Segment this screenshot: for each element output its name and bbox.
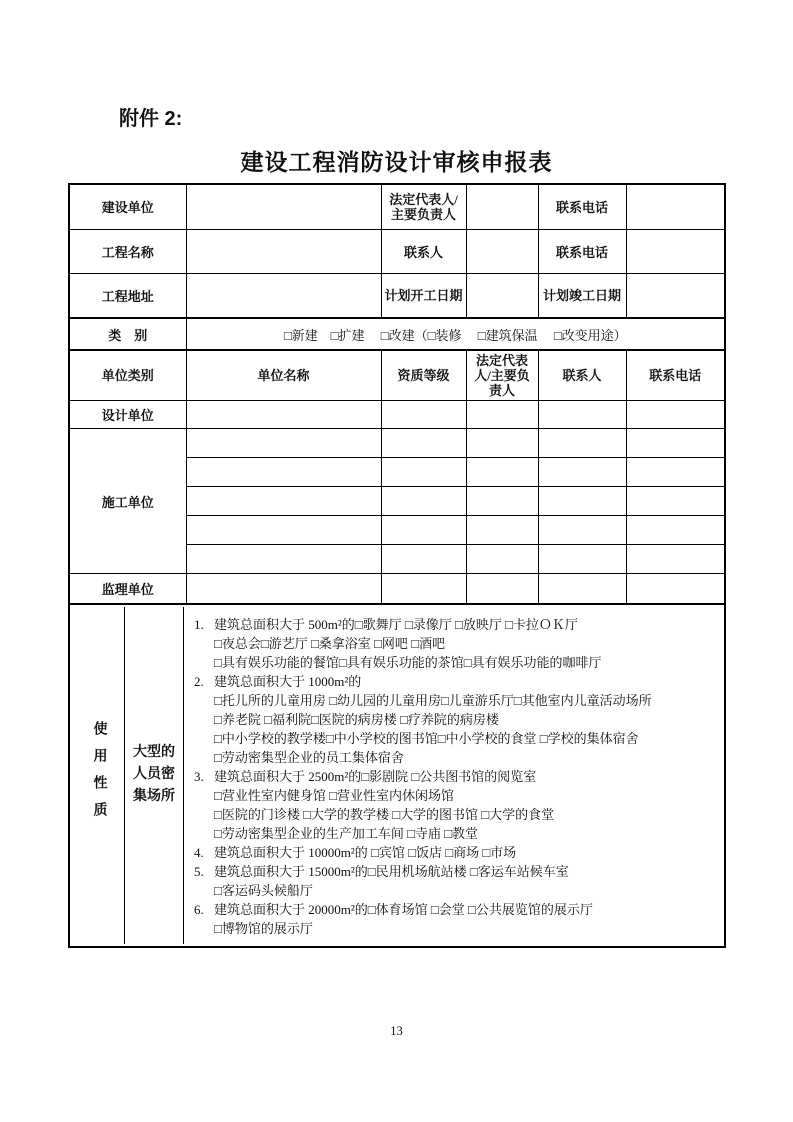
blank-cell <box>626 401 725 429</box>
blank-cell <box>466 487 538 516</box>
legal-rep-value-cell <box>466 184 538 229</box>
usage-nature-label: 使用性质 <box>91 721 107 829</box>
blank-cell <box>538 487 626 516</box>
usage-item-number: 4. <box>194 844 204 860</box>
legal-rep-header: 法定代表人/主要负责人 <box>466 350 538 401</box>
blank-cell <box>626 545 725 574</box>
unit-name-header: 单位名称 <box>186 350 381 401</box>
contact-phone-header: 联系电话 <box>626 350 725 401</box>
blank-cell <box>381 487 466 516</box>
contact-person-label: 联系人 <box>381 229 466 273</box>
blank-cell <box>381 574 466 604</box>
usage-item-2 <box>194 672 713 767</box>
usage-line: 建筑总面积大于 2500m²的□影剧院 □公共图书馆的阅览室 <box>214 768 537 784</box>
construction-org-value-cell <box>186 184 381 229</box>
contact-phone-value-cell-1 <box>626 184 725 229</box>
crowded-venues-label: 大型的人员密集场所 <box>125 607 184 944</box>
category-options: □新建 □扩建 □改建（□装修 □建筑保温 □改变用途） <box>186 318 725 350</box>
usage-item-5 <box>194 862 713 900</box>
usage-line: 建筑总面积大于 15000m²的□民用机场航站楼 □客运车站候车室 <box>214 863 569 879</box>
construction-org-label: 建设单位 <box>69 184 186 229</box>
contact-person-value-cell <box>466 229 538 273</box>
blank-cell <box>466 545 538 574</box>
blank-cell <box>381 545 466 574</box>
blank-cell <box>626 487 725 516</box>
blank-cell <box>186 516 381 545</box>
blank-cell <box>186 458 381 487</box>
blank-cell <box>466 429 538 458</box>
usage-line: 建筑总面积大于 10000m²的 □宾馆 □饭店 □商场 □市场 <box>214 844 517 860</box>
usage-content <box>184 607 721 944</box>
usage-line: □客运码头候船厅 <box>214 882 313 898</box>
contact-phone-value-cell-2 <box>626 229 725 273</box>
usage-line: □劳动密集型企业的员工集体宿舍 <box>214 749 404 765</box>
table-row <box>69 184 725 229</box>
table-row <box>69 429 725 458</box>
usage-item-6 <box>194 900 713 938</box>
table-row <box>69 273 725 318</box>
planned-completion-date-label: 计划竣工日期 <box>538 273 626 318</box>
usage-line: □养老院 □福利院□医院的病房楼 □疗养院的病房楼 <box>214 711 499 727</box>
blank-cell <box>186 574 381 604</box>
usage-item-1 <box>194 615 713 672</box>
usage-nature-label-cell <box>73 607 125 944</box>
usage-section-row <box>69 604 725 947</box>
blank-cell <box>186 545 381 574</box>
supervision-unit-label: 监理单位 <box>69 574 186 604</box>
table-row <box>69 574 725 604</box>
construction-unit-label: 施工单位 <box>69 429 186 574</box>
design-unit-label: 设计单位 <box>69 401 186 429</box>
blank-cell <box>186 487 381 516</box>
blank-cell <box>381 401 466 429</box>
usage-line: 建筑总面积大于 500m²的□歌舞厅 □录像厅 □放映厅 □卡拉ＯＫ厅 <box>214 616 578 632</box>
usage-line: □具有娱乐功能的餐馆□具有娱乐功能的茶馆□具有娱乐功能的咖啡厅 <box>214 654 602 670</box>
usage-line: 建筑总面积大于 1000m²的 <box>214 673 362 689</box>
contact-phone-label-1: 联系电话 <box>538 184 626 229</box>
blank-cell <box>186 401 381 429</box>
usage-item-3 <box>194 767 713 843</box>
attachment-label: 附件 2: <box>119 108 183 130</box>
blank-cell <box>538 429 626 458</box>
blank-cell <box>626 458 725 487</box>
blank-cell <box>466 516 538 545</box>
table-header-row <box>69 350 725 401</box>
blank-cell <box>466 401 538 429</box>
blank-cell <box>538 545 626 574</box>
table-row <box>69 318 725 350</box>
table-row <box>69 229 725 273</box>
contact-person-header: 联系人 <box>538 350 626 401</box>
usage-line: 建筑总面积大于 20000m²的□体育场馆 □会堂 □公共展览馆的展示厅 <box>214 901 593 917</box>
blank-cell <box>466 458 538 487</box>
blank-cell <box>186 429 381 458</box>
blank-cell <box>381 458 466 487</box>
usage-item-4 <box>194 843 713 862</box>
legal-rep-label: 法定代表人/主要负责人 <box>381 184 466 229</box>
blank-cell <box>538 458 626 487</box>
usage-line: □夜总会□游艺厅 □桑拿浴室 □网吧 □酒吧 <box>214 635 446 651</box>
usage-line: □托儿所的儿童用房 □幼儿园的儿童用房□儿童游乐厅□其他室内儿童活动场所 <box>214 692 652 708</box>
qualification-level-header: 资质等级 <box>381 350 466 401</box>
project-name-value-cell <box>186 229 381 273</box>
usage-line: □博物馆的展示厅 <box>214 920 313 936</box>
usage-item-number: 5. <box>194 863 204 879</box>
usage-item-number: 2. <box>194 673 204 689</box>
page-number: 13 <box>390 1024 403 1038</box>
usage-line: □营业性室内健身馆 □营业性室内休闲场馆 <box>214 787 454 803</box>
blank-cell <box>381 516 466 545</box>
blank-cell <box>538 574 626 604</box>
usage-item-number: 6. <box>194 901 204 917</box>
usage-line: □医院的门诊楼 □大学的教学楼 □大学的图书馆 □大学的食堂 <box>214 806 555 822</box>
usage-line: □劳动密集型企业的生产加工车间 □寺庙 □教堂 <box>214 825 479 841</box>
blank-cell <box>466 574 538 604</box>
planned-completion-date-value-cell <box>626 273 725 318</box>
unit-type-header: 单位类别 <box>69 350 186 401</box>
page-title: 建设工程消防设计审核申报表 <box>240 149 553 175</box>
project-address-value-cell <box>186 273 381 318</box>
usage-item-number: 3. <box>194 768 204 784</box>
blank-cell <box>626 574 725 604</box>
blank-cell <box>626 516 725 545</box>
project-address-label: 工程地址 <box>69 273 186 318</box>
blank-cell <box>538 401 626 429</box>
table-row <box>69 401 725 429</box>
application-form-table <box>68 183 726 948</box>
category-label: 类 别 <box>69 318 186 350</box>
contact-phone-label-2: 联系电话 <box>538 229 626 273</box>
planned-start-date-label: 计划开工日期 <box>381 273 466 318</box>
blank-cell <box>626 429 725 458</box>
usage-item-number: 1. <box>194 616 204 632</box>
usage-section <box>69 604 725 947</box>
usage-line: □中小学校的教学楼□中小学校的图书馆□中小学校的食堂 □学校的集体宿舍 <box>214 730 639 746</box>
planned-start-date-value-cell <box>466 273 538 318</box>
blank-cell <box>381 429 466 458</box>
project-name-label: 工程名称 <box>69 229 186 273</box>
blank-cell <box>538 516 626 545</box>
